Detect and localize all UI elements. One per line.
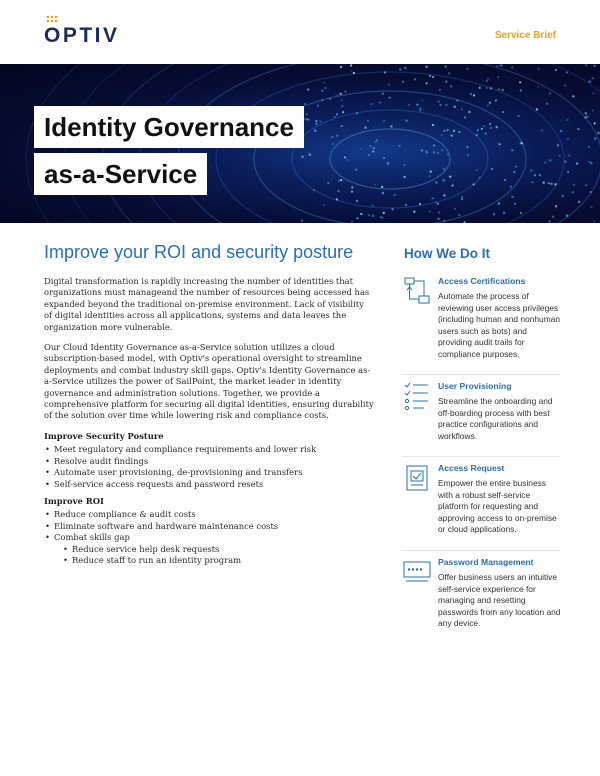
roi-sublist: [54, 544, 374, 567]
roi-heading: Improve ROI: [44, 495, 104, 506]
security-list: [44, 444, 374, 490]
list-item-label: Combat skills gap: [54, 532, 130, 543]
list-item: • Reduce service help desk requests: [72, 544, 374, 555]
list-item: • Automate user provisioning, de-provisioning and transfers: [54, 467, 374, 478]
list-item: • Self-service access requests and password resets: [54, 479, 374, 490]
feature-description: Automate the process of reviewing user access privileges (including human and nonhuman users such as bots) and providing audit trails for compliance purposes.: [438, 291, 560, 359]
certification-flow-icon: [402, 276, 432, 306]
intro-paragraph: Digital transformation is rapidly increasing the number of identities that organizations must manageand the number of resources being accessed has expanded beyond the traditional on-premise environment. Lack of visibility of digital identities across all applications, systems and data leaves the organization more vulnerable.: [44, 276, 370, 332]
main-content: [44, 276, 374, 572]
security-heading: Improve Security Posture: [44, 430, 164, 441]
checklist-icon: [402, 381, 432, 411]
password-field-icon: [402, 557, 432, 587]
list-item: • Resolve audit findings: [54, 456, 374, 467]
feature-title: Access Request: [438, 463, 505, 473]
main-heading: Improve your ROI and security posture: [44, 242, 354, 262]
feature-description: Offer business users an intuitive self-service experience for managing and resetting passwords from any location and any device.: [438, 572, 561, 629]
page-title-line-2: as-a-Service: [34, 153, 207, 195]
list-item: • Reduce staff to run an identity program: [72, 555, 374, 566]
list-item: • Meet regulatory and compliance requirements and lower risk: [54, 444, 374, 455]
divider: [402, 456, 560, 457]
side-heading: How We Do It: [404, 246, 490, 261]
feature-title: Access Certifications: [438, 276, 526, 286]
list-item: • Reduce compliance & audit costs: [54, 509, 374, 520]
roi-list: [44, 509, 374, 566]
feature-description: Empower the entire business with a robust self-service platform for requesting and approving access to on-premise or cloud applications.: [438, 478, 557, 535]
solution-paragraph: Our Cloud Identity Governance as-a-Service solution utilizes a cloud subscription-based model, with Optiv's operational oversight to streamline deployments and combat industry skill gaps. Optiv's Identity Governance as-a-Service utilizes the power of SailPoint, the market leader in identity governance and administration solutions. Together, we provide a comprehensive platform for securing all digital identities, ensuring durability of the solution over time while lowering risk and compliance costs.: [44, 342, 374, 421]
page-title-line-1: Identity Governance: [34, 106, 304, 148]
list-item: • Eliminate software and hardware maintenance costs: [54, 521, 374, 532]
list-item: [54, 532, 374, 566]
doc-type-label: Service Brief: [494, 30, 556, 41]
document-request-icon: [402, 463, 432, 493]
feature-title: Password Management: [438, 557, 534, 567]
feature-title: User Provisioning: [438, 381, 512, 391]
divider: [402, 374, 560, 375]
divider: [402, 550, 560, 551]
brand-logo: OPTIV: [44, 24, 120, 47]
feature-description: Streamline the onboarding and off-boarding process with best practice configurations and workflows.: [438, 396, 553, 441]
page-header: [0, 0, 600, 64]
